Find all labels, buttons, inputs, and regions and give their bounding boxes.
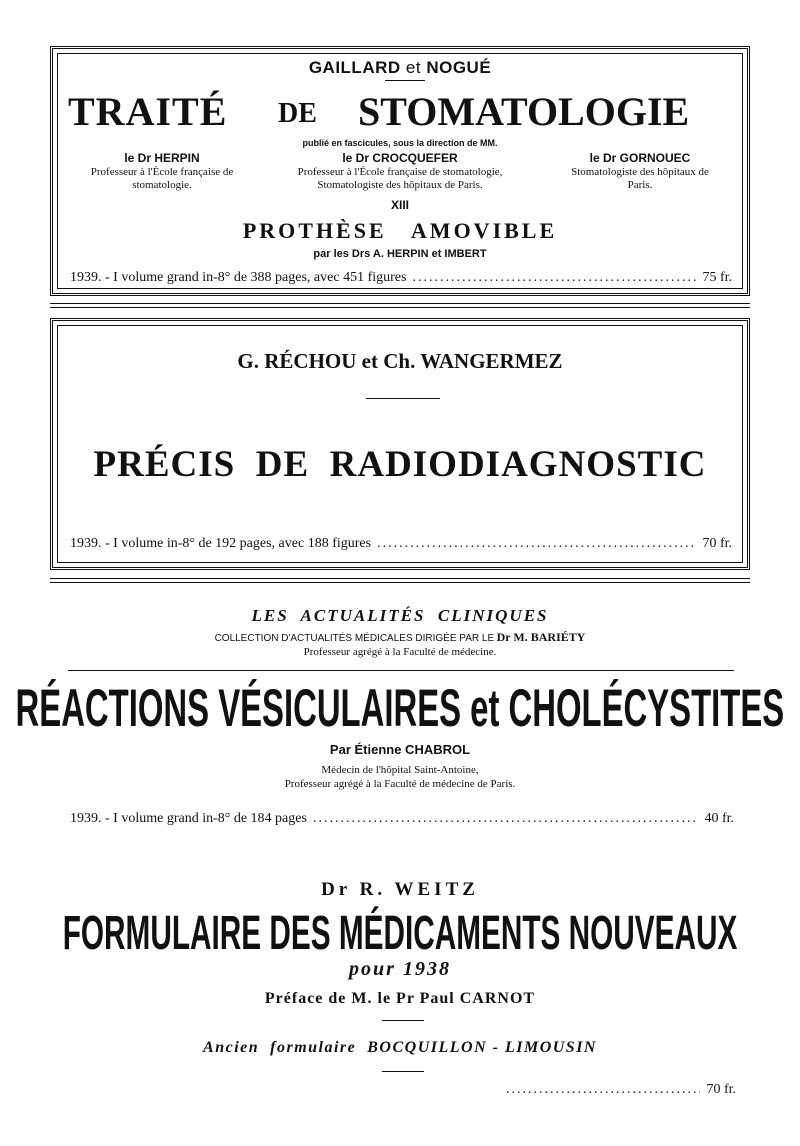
ad4-title: FORMULAIRE DES MÉDICAMENTS NOUVEAUX	[62, 907, 738, 960]
ad1-subtitle: publié en fascicules, sous la direction de MM.	[302, 138, 498, 148]
ad1-price-desc: 1939. - I volume grand in-8° de 388 pages, avec 451 figures	[70, 270, 407, 285]
ad1-director-2	[270, 152, 530, 192]
ad3-title: RÉACTIONS VÉSICULAIRES et CHOLÉCYSTITES	[15, 679, 785, 738]
ad1-title-left: TRAITÉ	[68, 89, 228, 134]
ad1-price-line	[70, 270, 732, 286]
ad1-volume-number: XIII	[390, 198, 409, 212]
ad1-director-3-desc1: Stomatologiste des hôpitaux de	[571, 166, 709, 178]
ad4-rule-1	[382, 1020, 424, 1021]
ad2-leader-dots	[377, 536, 696, 552]
ad4-year: pour 1938	[349, 958, 451, 980]
ad1-volume-title: PROTHÈSE AMOVIBLE	[242, 218, 558, 243]
ad3-price-line	[70, 811, 734, 827]
ad1-director-2-desc2: Stomatologiste des hôpitaux de Paris.	[317, 179, 483, 191]
ad1-title-mid: DE	[278, 98, 317, 129]
separator-1b	[50, 307, 750, 308]
ad3-director-desc: Professeur agrégé à la Faculté de médecine.	[303, 646, 497, 658]
ad3-author-desc2: Professeur agrégé à la Faculté de médecine de Paris.	[284, 778, 516, 790]
ad3-rule	[68, 670, 734, 671]
ad3-price-desc: 1939. - I volume grand in-8° de 184 pages	[70, 811, 307, 826]
ad2-author-rule	[366, 398, 440, 399]
ad3-leader-dots	[313, 811, 699, 827]
separator-1a	[50, 303, 750, 304]
ad3-price: 40 fr.	[704, 811, 734, 826]
ad3-author: Par Étienne CHABROL	[329, 742, 471, 757]
ad1-director-3-name: le Dr GORNOUEC	[589, 151, 691, 165]
ad2-title: PRÉCIS DE RADIODIAGNOSTIC	[93, 444, 707, 485]
ad1-authors	[0, 58, 800, 78]
ad1-author-rule	[385, 80, 425, 81]
ad1-price: 75 fr.	[702, 270, 732, 285]
ad4-former: Ancien formulaire BOCQUILLON - LIMOUSIN	[203, 1039, 597, 1056]
ad1-director-2-name: le Dr CROCQUEFER	[342, 151, 458, 165]
ad4-author: Dr R. WEITZ	[321, 879, 479, 900]
ad3-collection-line	[0, 630, 800, 645]
ad4-leader-dots	[506, 1082, 700, 1098]
ad3-collection: COLLECTION D'ACTUALITÉS MÉDICALES DIRIGÉE PAR LE	[214, 633, 495, 644]
ad4-price-line	[500, 1082, 736, 1098]
ad1-director-1-name: le Dr HERPIN	[124, 151, 200, 165]
ad4-title-wrap	[0, 906, 800, 962]
ad3-series: LES ACTUALITÉS CLINIQUES	[251, 606, 549, 625]
ad2-authors: G. RÉCHOU et Ch. WANGERMEZ	[237, 349, 563, 373]
ad1-director-2-desc1: Professeur à l'École française de stomatologie,	[297, 166, 503, 178]
ad2-price-line	[70, 536, 732, 552]
ad3-author-desc1: Médecin de l'hôpital Saint-Antoine,	[321, 764, 479, 776]
ad2-price: 70 fr.	[702, 536, 732, 551]
ad1-author-a: GAILLARD	[308, 58, 401, 77]
ad1-director-1	[62, 152, 262, 192]
ad1-director-3	[540, 152, 740, 192]
ad2-price-desc: 1939. - I volume in-8° de 192 pages, avec 188 figures	[70, 536, 372, 551]
ad3-title-wrap	[0, 678, 800, 740]
ad4-preface: Préface de M. le Pr Paul CARNOT	[264, 990, 536, 1007]
ad1-director-3-desc2: Paris.	[627, 179, 653, 191]
ad3-director: Dr M. BARIÉTY	[496, 630, 586, 644]
ad1-author-b: NOGUÉ	[426, 58, 492, 77]
ad1-leader-dots	[412, 270, 696, 286]
ad1-director-1-desc1: Professeur à l'École française de	[90, 166, 234, 178]
separator-2a	[50, 578, 750, 579]
ad1-title-right: STOMATOLOGIE	[358, 89, 690, 134]
ad4-price: 70 fr.	[706, 1082, 736, 1097]
ad4-rule-2	[382, 1071, 424, 1072]
separator-2b	[50, 582, 750, 583]
ad1-authors-et: et	[405, 58, 422, 77]
ad1-volume-authors: par les Drs A. HERPIN et IMBERT	[313, 248, 487, 260]
ad1-director-1-desc2: stomatologie.	[132, 179, 192, 191]
